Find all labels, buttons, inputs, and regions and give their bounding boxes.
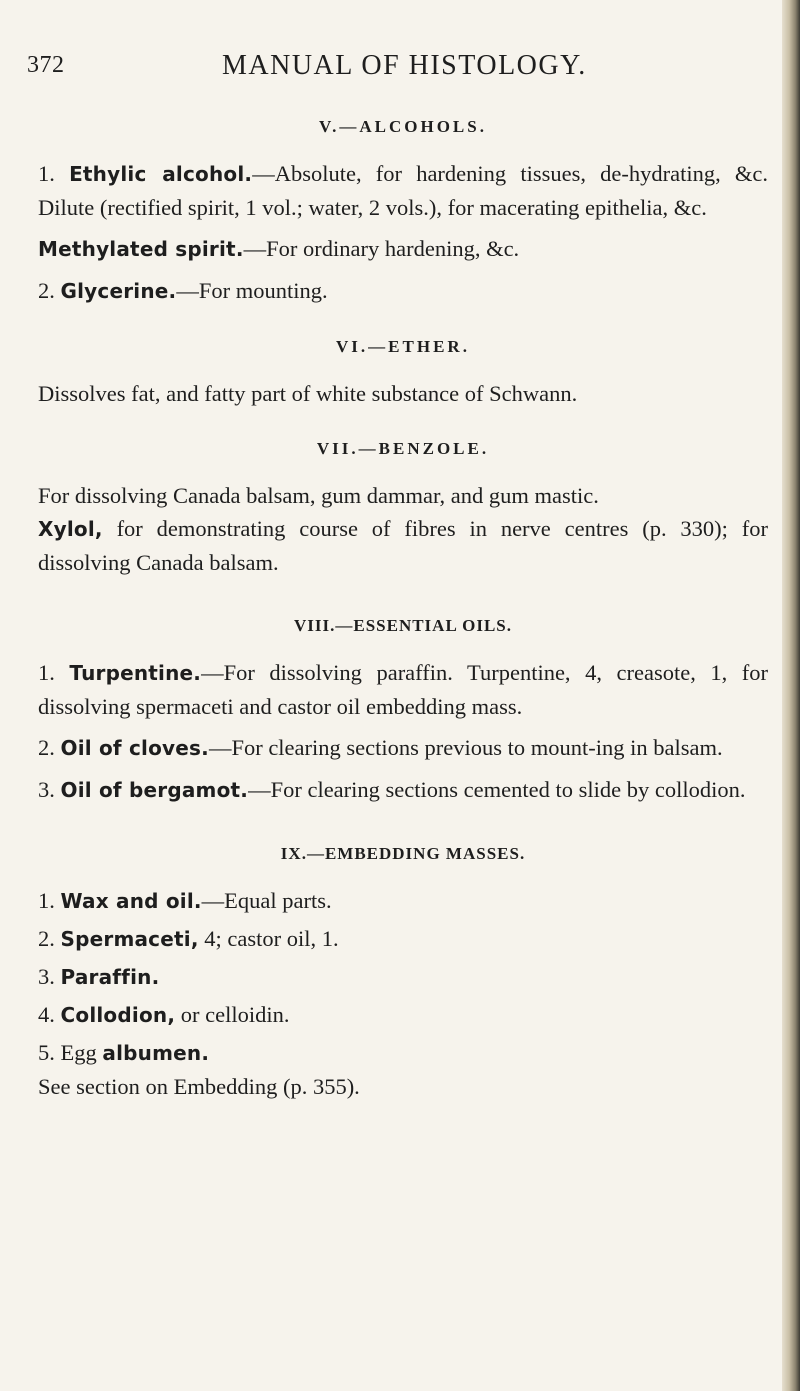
entry-term: Glycerine. bbox=[60, 279, 177, 303]
entry-text: —For clearing sections previous to mount-ing in balsam. bbox=[208, 735, 723, 760]
entry-paraffin bbox=[38, 960, 768, 994]
entry-collodion bbox=[38, 998, 768, 1032]
entry-xylol bbox=[38, 512, 768, 579]
entry-spermaceti bbox=[38, 922, 768, 956]
entry-term: Paraffin. bbox=[60, 965, 160, 989]
entry-text: for demonstrating course of fibres in nerve centres (p. 330); for dissolving Canada balsam. bbox=[38, 516, 768, 575]
entry-text: —For ordinary hardening, &c. bbox=[243, 236, 520, 261]
page-header bbox=[0, 50, 800, 90]
entry-methylated-spirit bbox=[38, 232, 768, 266]
entry-term: Oil of bergamot. bbox=[60, 778, 249, 802]
running-head: MANUAL OF HISTOLOGY. bbox=[222, 50, 587, 81]
entry-text: —For dissolving paraffin. Turpentine, 4, creasote, 1, for dissolving spermaceti and castor oil embedding mass. bbox=[38, 660, 769, 719]
entry-term: Oil of cloves. bbox=[60, 736, 209, 760]
entry-number: 3. bbox=[38, 964, 55, 989]
entry-number: 1. bbox=[38, 660, 55, 685]
entry-number: 2. bbox=[38, 278, 55, 303]
entry-text: or celloidin. bbox=[175, 1002, 290, 1027]
entry-oil-of-cloves bbox=[38, 731, 768, 765]
entry-egg-albumen bbox=[38, 1036, 768, 1070]
page-number: 372 bbox=[27, 52, 65, 78]
entry-number: 4. bbox=[38, 1002, 55, 1027]
entry-term: Xylol, bbox=[38, 517, 103, 541]
section-title-embedding-masses: IX.—EMBEDDING MASSES. bbox=[280, 844, 526, 863]
entry-text: —Absolute, for hardening tissues, de-hydrating, &c. Dilute (rectified spirit, 1 vol.; water, 2 vols.), for macerating epithelia, &c. bbox=[38, 161, 769, 220]
entry-benzole: For dissolving Canada balsam, gum dammar, and gum mastic. bbox=[38, 483, 599, 508]
entry-ethylic-alcohol bbox=[38, 157, 768, 224]
entry-number: 5. bbox=[38, 1040, 55, 1065]
entry-glycerine bbox=[38, 274, 768, 308]
entry-term: albumen. bbox=[102, 1041, 210, 1065]
entry-term: Turpentine. bbox=[69, 661, 202, 685]
page-binding-edge bbox=[782, 0, 800, 1391]
entry-turpentine bbox=[38, 656, 768, 723]
section-title-ether: VI.—ETHER. bbox=[336, 337, 470, 356]
entry-number: 1. bbox=[38, 888, 55, 913]
entry-text: —For clearing sections cemented to slide by collodion. bbox=[248, 777, 746, 802]
entry-text: —Equal parts. bbox=[201, 888, 332, 913]
section-title-essential-oils: VIII.—ESSENTIAL OILS. bbox=[293, 616, 512, 635]
embedding-note: See section on Embedding (p. 355). bbox=[38, 1074, 360, 1099]
entry-term: Collodion, bbox=[60, 1003, 176, 1027]
entry-ether: Dissolves fat, and fatty part of white substance of Schwann. bbox=[38, 381, 578, 406]
section-title-benzole: VII.—BENZOLE. bbox=[316, 439, 490, 458]
entry-term: Ethylic alcohol. bbox=[69, 162, 253, 186]
entry-term: Wax and oil. bbox=[60, 889, 202, 913]
entry-text: 4; castor oil, 1. bbox=[198, 926, 339, 951]
entry-number: 3. bbox=[38, 777, 55, 802]
entry-term: Spermaceti, bbox=[60, 927, 199, 951]
entry-number: 1. bbox=[38, 161, 55, 186]
page-content bbox=[38, 110, 768, 1103]
entry-number: 2. bbox=[38, 926, 55, 951]
entry-oil-of-bergamot bbox=[38, 773, 768, 807]
entry-term: Methylated spirit. bbox=[38, 237, 244, 261]
entry-text: Egg bbox=[60, 1040, 103, 1065]
entry-wax-and-oil bbox=[38, 884, 768, 918]
entry-text: —For mounting. bbox=[176, 278, 328, 303]
section-title-alcohols: V.—ALCOHOLS. bbox=[319, 117, 487, 136]
entry-number: 2. bbox=[38, 735, 55, 760]
